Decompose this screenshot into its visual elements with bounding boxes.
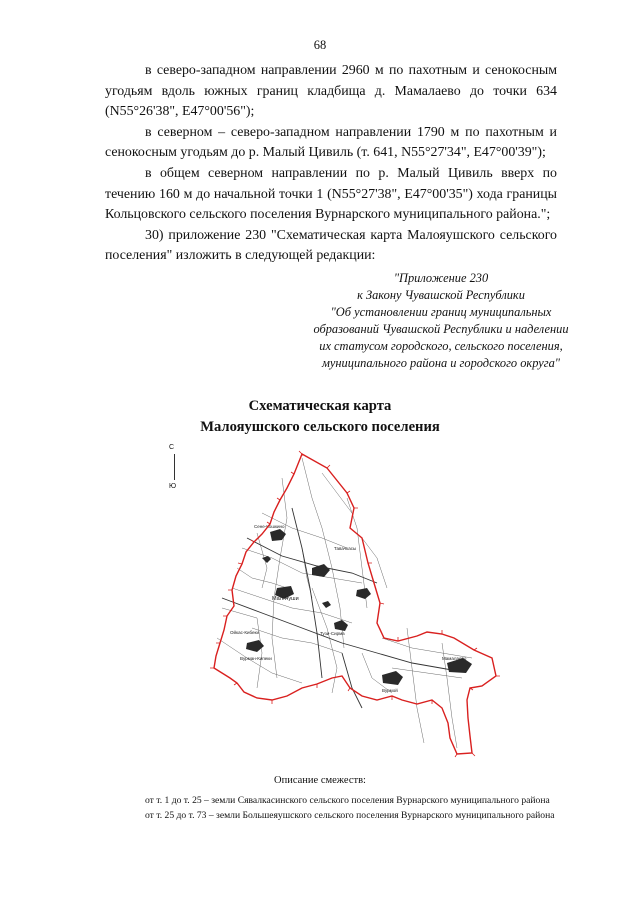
paragraph: в общем северном направлении по р. Малый Цивиль вверх по течению 160 м до начальной точки 1 (N55°27'38", E47°00'35") хода границы Кольцовского сельского поселения Вурнарского муниципального района."; bbox=[105, 165, 557, 223]
adjacency-item: от т. 25 до т. 73 – земли Большеяушского сельского поселения Вурнарского муниципального района bbox=[145, 809, 555, 821]
adjacency-item: от т. 1 до т. 25 – земли Сявалкасинского сельского поселения Вурнарского муниципального района bbox=[145, 795, 550, 806]
compass-south-label: Ю bbox=[169, 483, 177, 490]
village-label: Тузи-Сирма bbox=[320, 631, 345, 636]
village-label: Мал.Яуши bbox=[272, 596, 299, 602]
settlement-shape bbox=[334, 620, 348, 631]
village-label: Тавачкасы bbox=[334, 546, 357, 551]
paragraph: 30) приложение 230 "Схематическая карта Малояушского сельского поселения" изложить в следующей редакции: bbox=[105, 227, 557, 264]
map-svg bbox=[162, 438, 502, 770]
appendix-note bbox=[290, 270, 592, 372]
appendix-line: "Приложение 230 bbox=[393, 271, 489, 285]
appendix-line: "Об установлении границ муниципальных bbox=[330, 305, 552, 319]
settlement-shape bbox=[322, 601, 331, 608]
settlements bbox=[246, 529, 472, 685]
settlement-shape bbox=[270, 529, 286, 541]
adjacency-title: Описание смежеств: bbox=[274, 775, 366, 786]
map-title-line: Схематическая карта bbox=[248, 398, 392, 414]
appendix-line: их статусом городского, сельского поселения, bbox=[319, 339, 563, 353]
field-lines bbox=[217, 458, 472, 748]
map-title bbox=[0, 396, 640, 437]
adjacency-list bbox=[105, 795, 600, 824]
boundary-line bbox=[214, 454, 496, 754]
settlement-shape bbox=[312, 564, 330, 577]
appendix-line: муниципального района и городского округа" bbox=[322, 356, 560, 370]
village-label: Вурман-Кипеки bbox=[240, 656, 272, 661]
village-label: Мамалаево bbox=[442, 656, 467, 661]
compass-north-label: С bbox=[169, 444, 175, 451]
body-text bbox=[105, 61, 557, 267]
map-title-line: Малояушского сельского поселения bbox=[200, 418, 440, 435]
paragraph: в северном – северо-западном направлении 1790 м по пахотным и сенокосным угодьям до р. Малый Цивиль (т. 641, N55°27'34", E47°00'39"); bbox=[105, 124, 557, 161]
road-lines bbox=[222, 508, 452, 708]
appendix-line: образований Чувашской Республики и наделении bbox=[313, 322, 569, 336]
village-label: Сене-Кошкино bbox=[254, 524, 285, 529]
settlement-shape bbox=[246, 640, 264, 652]
settlement-shape bbox=[356, 588, 371, 599]
page-number: 68 bbox=[313, 38, 327, 52]
settlement-shape bbox=[382, 671, 403, 685]
village-label: Ойкас-Кибеки bbox=[230, 630, 259, 635]
appendix-line: к Закону Чувашской Республики bbox=[357, 288, 525, 302]
settlement-map bbox=[162, 438, 502, 770]
boundary-ticks bbox=[210, 451, 500, 757]
paragraph: в северо-западном направлении 2960 м по пахотным и сенокосным угодьям вдоль южных границ кладбища д. Мамалаево до точки 634 (N55°26'38", E47°00'56"); bbox=[105, 63, 557, 120]
village-label: Вурмой bbox=[382, 688, 398, 693]
